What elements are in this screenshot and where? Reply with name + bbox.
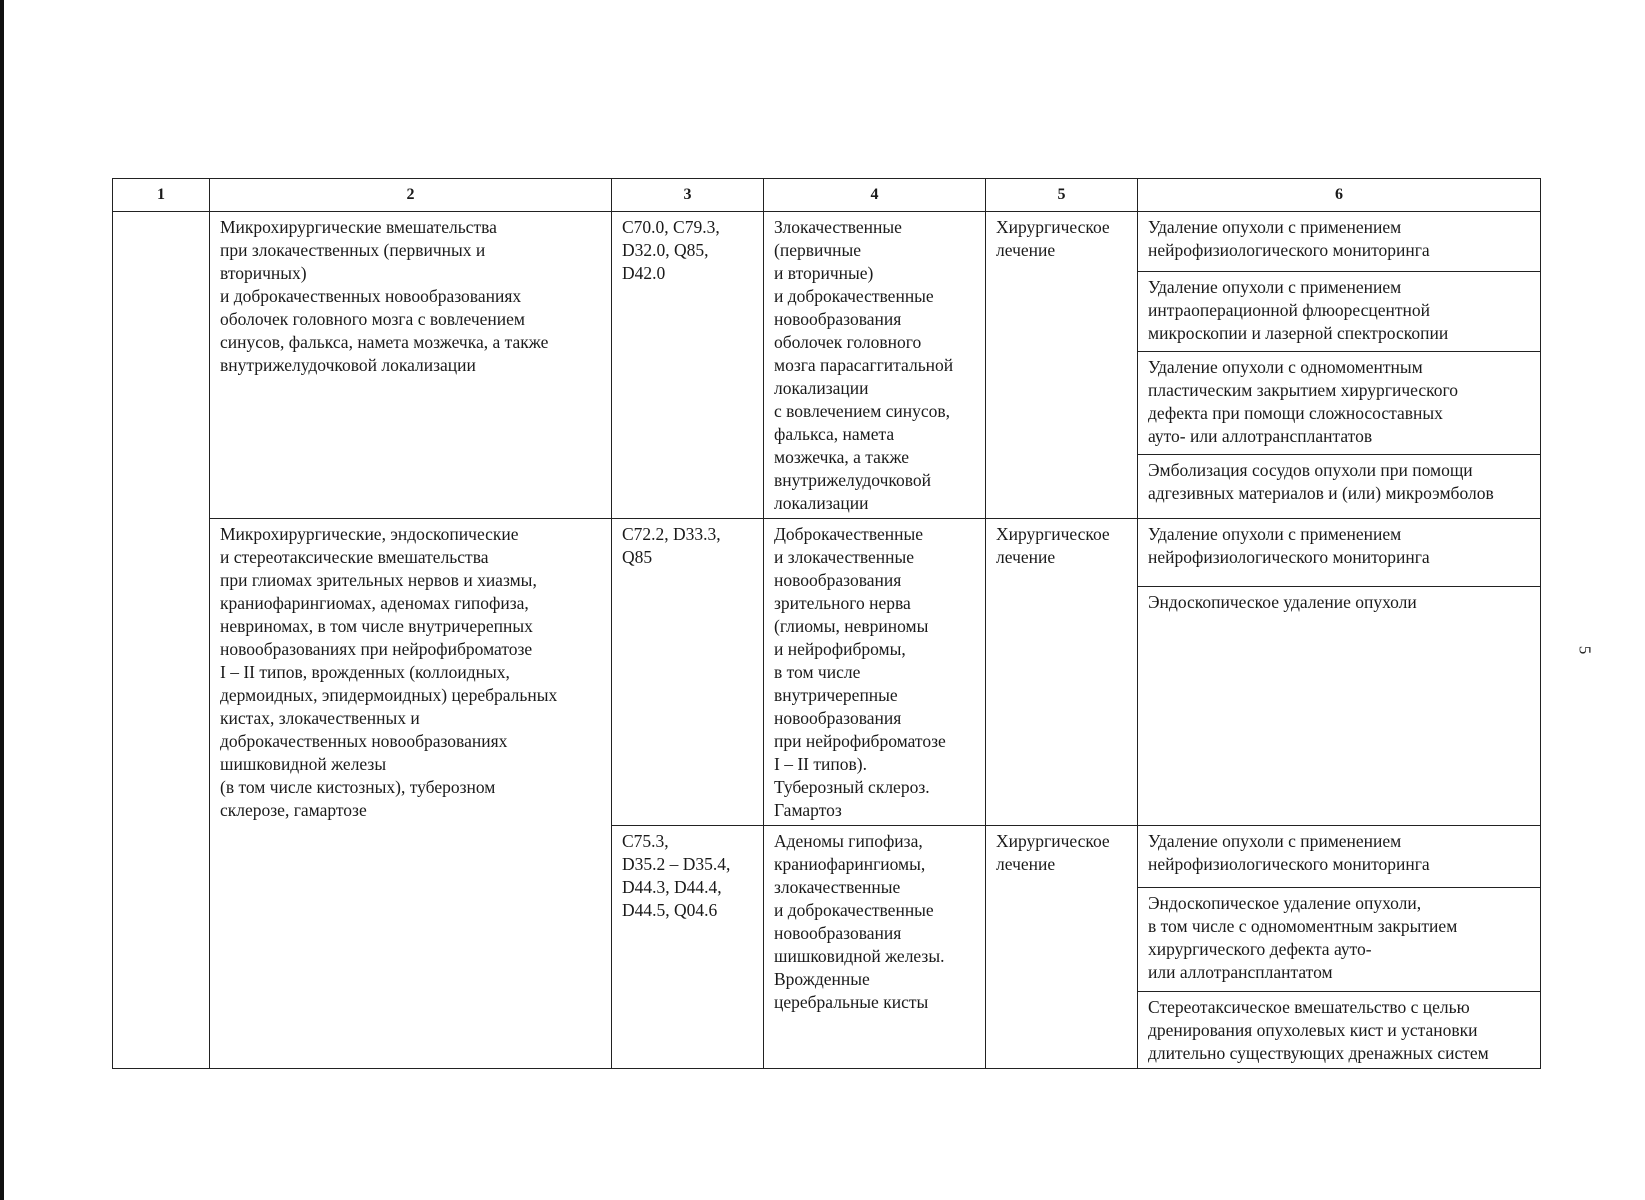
treatment-type-cell: Хирургическое лечение: [986, 212, 1138, 519]
treatment-method-cell: Удаление опухоли с применением нейрофизиологического мониторинга: [1138, 826, 1541, 888]
scan-edge: [0, 0, 4, 1200]
treatment-method-cell: Стереотаксическое вмешательство с целью дренирования опухолевых кист и установки длительно существующих дренажных систем: [1138, 992, 1541, 1069]
intervention-name-cell: Микрохирургические вмешательства при злокачественных (первичных и вторичных) и доброкачественных новообразованиях оболочек головного мозга с вовлечением синусов, фалькса, намета мозжечка, а также внутрижелудочковой локализации: [210, 212, 612, 519]
treatment-type-cell: Хирургическое лечение: [986, 519, 1138, 826]
header-col-2: 2: [210, 179, 612, 212]
table-row: [113, 519, 1541, 587]
icd-codes-cell: C75.3, D35.2 – D35.4, D44.3, D44.4, D44.5, Q04.6: [612, 826, 764, 1069]
treatment-method-cell: Эндоскопическое удаление опухоли: [1138, 586, 1541, 825]
treatment-method-cell: Удаление опухоли с одномоментным пластическим закрытием хирургического дефекта при помощи сложносоставных ауто- или аллотрансплантатов: [1138, 352, 1541, 454]
table-row: [113, 212, 1541, 272]
medical-care-table: [112, 178, 1541, 1069]
header-col-1: 1: [113, 179, 210, 212]
header-col-3: 3: [612, 179, 764, 212]
treatment-method-cell: Удаление опухоли с применением нейрофизиологического мониторинга: [1138, 519, 1541, 587]
row-number-cell: [113, 212, 210, 1069]
header-col-4: 4: [764, 179, 986, 212]
diagnosis-cell: Аденомы гипофиза, краниофарингиомы, злокачественные и доброкачественные новообразования шишковидной железы. Врожденные церебральные кисты: [764, 826, 986, 1069]
icd-codes-cell: C70.0, C79.3, D32.0, Q85, D42.0: [612, 212, 764, 519]
treatment-method-cell: Удаление опухоли с применением нейрофизиологического мониторинга: [1138, 212, 1541, 272]
treatment-method-cell: Эмболизация сосудов опухоли при помощи адгезивных материалов и (или) микроэмболов: [1138, 454, 1541, 518]
treatment-method-cell: Эндоскопическое удаление опухоли, в том числе с одномоментным закрытием хирургического дефекта ауто- или аллотрансплантатом: [1138, 888, 1541, 992]
diagnosis-cell: Злокачественные (первичные и вторичные) и доброкачественные новообразования оболочек головного мозга парасаггитальной локализации с вовлечением синусов, фалькса, намета мозжечка, а также внутрижелудочковой локализации: [764, 212, 986, 519]
header-col-5: 5: [986, 179, 1138, 212]
intervention-name-cell: Микрохирургические, эндоскопические и стереотаксические вмешательства при глиомах зрительных нервов и хиазмы, краниофарингиомах, аденомах гипофиза, невриномах, в том числе внутричерепных новообразованиях при нейрофиброматозе I – II типов, врожденных (коллоидных, дермоидных, эпидермоидных) церебральных кистах, злокачественных и доброкачественных новообразованиях шишковидной железы (в том числе кистозных), туберозном склерозе, гамартозе: [210, 519, 612, 1069]
header-col-6: 6: [1138, 179, 1541, 212]
treatment-type-cell: Хирургическое лечение: [986, 826, 1138, 1069]
diagnosis-cell: Доброкачественные и злокачественные новообразования зрительного нерва (глиомы, невриномы и нейрофибромы, в том числе внутричерепные новообразования при нейрофиброматозе I – II типов). Туберозный склероз. Гамартоз: [764, 519, 986, 826]
header-row: [113, 179, 1541, 212]
icd-codes-cell: C72.2, D33.3, Q85: [612, 519, 764, 826]
page-number: 5: [1575, 645, 1595, 655]
treatment-method-cell: Удаление опухоли с применением интраоперационной флюоресцентной микроскопии и лазерной спектроскопии: [1138, 272, 1541, 352]
